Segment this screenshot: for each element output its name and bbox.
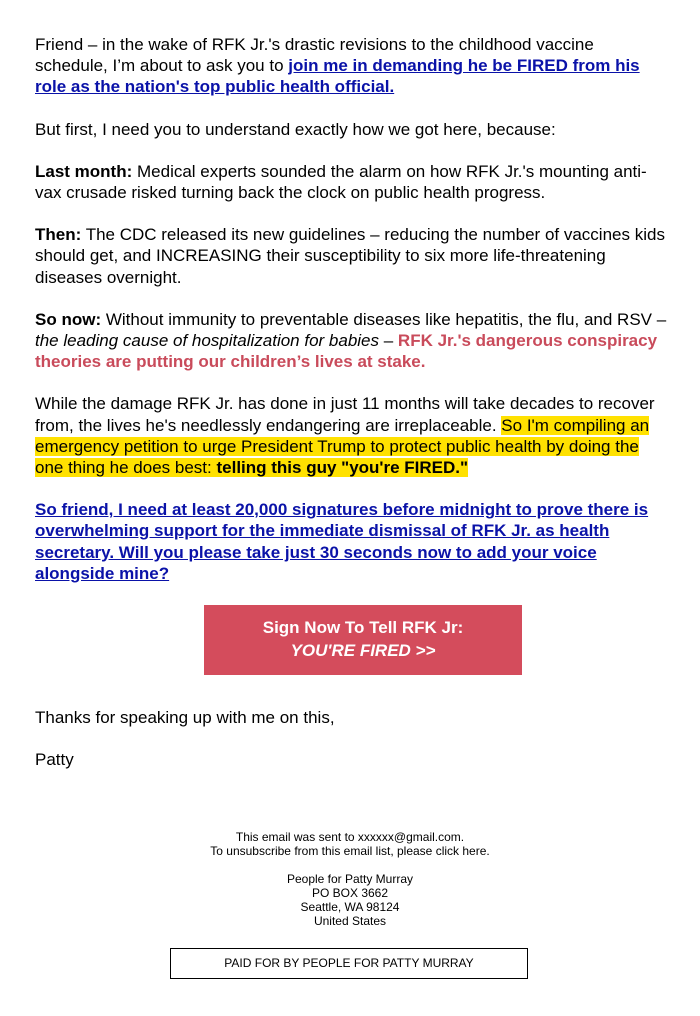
signatures-paragraph — [35, 499, 667, 584]
footer-address — [0, 872, 700, 928]
context-paragraph: But first, I need you to understand exactly how we got here, because: — [35, 119, 556, 139]
intro-paragraph — [35, 34, 667, 98]
org-name: People for Patty Murray — [286, 872, 414, 886]
cta-container — [35, 605, 667, 675]
highlighted-fired-text: telling this guy "you're FIRED." — [216, 458, 469, 478]
email-footer — [0, 830, 700, 942]
intro-text: Friend – in the wake of RFK Jr.'s drastic revisions to the childhood vaccine schedule, I’m about to ask you to — [35, 35, 594, 76]
sign-now-button-line2: YOU'RE FIRED >> — [290, 641, 436, 661]
sign-now-button-line1: Sign Now To Tell RFK Jr: — [262, 618, 464, 638]
damage-text: While the damage RFK Jr. has done in just 11 months will take decades to recover from, the lives he's needlessly endangering are irreplaceable. — [35, 394, 655, 435]
sign-now-button[interactable] — [204, 605, 522, 675]
then-paragraph — [35, 224, 667, 288]
sent-to-text: This email was sent to xxxxxx@gmail.com. — [235, 830, 465, 844]
signature-name: Patty — [35, 750, 74, 770]
po-box: PO BOX 3662 — [311, 886, 389, 900]
country: United States — [313, 914, 387, 928]
so-now-paragraph — [35, 309, 667, 373]
petition-paragraph — [35, 393, 667, 478]
paid-for-disclaimer: PAID FOR BY PEOPLE FOR PATTY MURRAY — [170, 948, 528, 979]
so-now-text: Without immunity to preventable diseases like hepatitis, the flu, and RSV – — [101, 309, 667, 329]
signatures-link[interactable]: So friend, I need at least 20,000 signatures before midnight to prove there is overwhelming support for the immediate dismissal of RFK Jr. as health secretary. Will you please take just 30 seconds now to add your voice alongside mine? — [35, 500, 649, 583]
highlighted-petition-text: So I'm compiling an emergency petition to urge President Trump to protect public health by doing the one thing he does best: — [35, 415, 650, 478]
so-now-dash: – — [379, 331, 398, 351]
unsubscribe-link[interactable]: To unsubscribe from this email list, please click here. — [210, 844, 490, 858]
last-month-text: Medical experts sounded the alarm on how RFK Jr.'s mounting anti-vax crusade risked turning back the clock on public health progress. — [35, 161, 647, 203]
closing-text: Thanks for speaking up with me on this, — [35, 708, 335, 728]
so-now-italic: the leading cause of hospitalization for babies — [35, 331, 380, 351]
city-state-zip: Seattle, WA 98124 — [300, 900, 400, 914]
then-label: Then: — [35, 225, 82, 245]
then-text: The CDC released its new guidelines – reducing the number of vaccines kids should get, and INCREASING their susceptibility to six more life-threatening diseases overnight. — [35, 225, 665, 287]
conspiracy-warning-text: RFK Jr.'s dangerous conspiracy theories are putting our children’s lives at stake. — [35, 331, 658, 372]
last-month-label: Last month: — [35, 161, 133, 181]
last-month-paragraph — [35, 161, 667, 203]
footer-notice — [0, 830, 700, 858]
so-now-label: So now: — [35, 309, 102, 329]
fire-petition-link[interactable]: join me in demanding he be FIRED from his role as the nation's top public health official. — [35, 56, 640, 97]
email-body — [35, 34, 667, 791]
